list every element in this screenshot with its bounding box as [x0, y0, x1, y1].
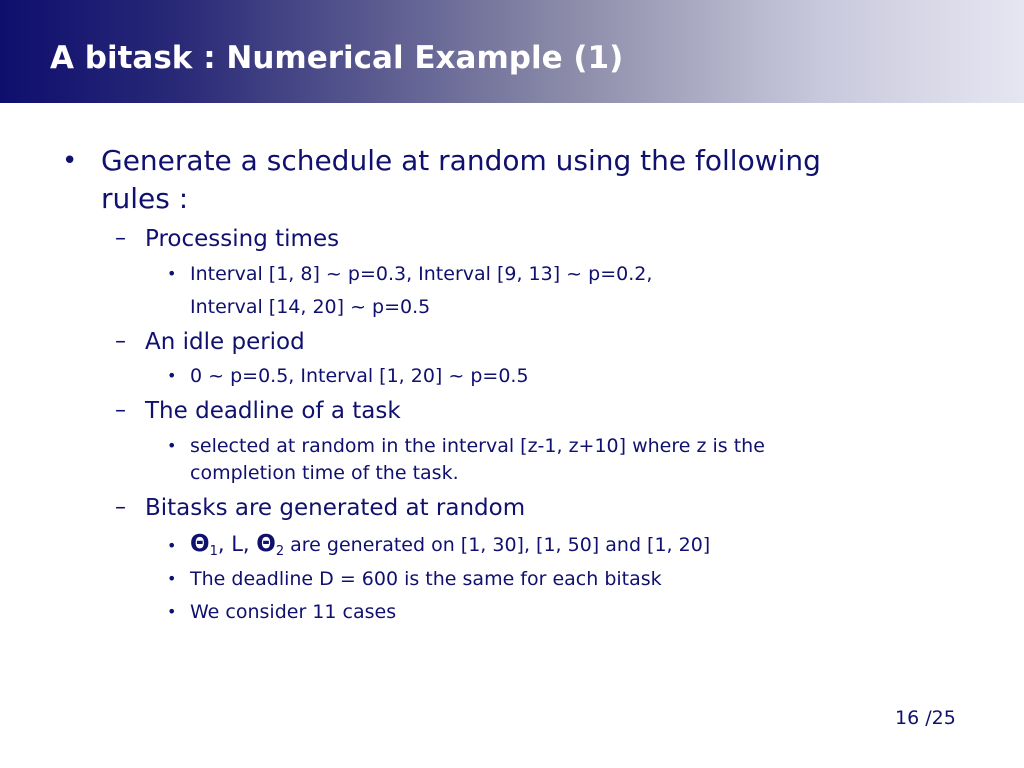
processing-heading: Processing times — [145, 226, 340, 252]
dash-icon: – — [115, 495, 126, 520]
bullet-icon: • — [167, 264, 177, 283]
processing-item-line-2: Interval [14, 20] ~ p=0.5 — [190, 296, 431, 318]
dash-icon: – — [115, 398, 126, 423]
bitask-deadline-item: The deadline D = 600 is the same for each bitask — [190, 568, 662, 590]
theta-symbol: Θ — [190, 531, 210, 557]
bitask-params-item — [190, 531, 710, 565]
dash-icon: – — [115, 329, 126, 354]
dash-icon: – — [115, 226, 126, 251]
bitasks-heading: Bitasks are generated at random — [145, 495, 526, 521]
subscript-2: 2 — [275, 544, 285, 559]
bullet-icon: • — [62, 146, 78, 176]
bitask-params-text: are generated on [1, 30], [1, 50] and [1, 20] — [284, 534, 711, 556]
title-bar — [0, 0, 1024, 103]
bullet-icon: • — [167, 436, 177, 455]
bullet-icon: • — [167, 569, 177, 588]
idle-item: 0 ~ p=0.5, Interval [1, 20] ~ p=0.5 — [190, 365, 529, 387]
slide-title: A bitask : Numerical Example (1) — [50, 40, 624, 76]
bitask-cases-item: We consider 11 cases — [190, 601, 397, 623]
deadline-item-line-1: selected at random in the interval [z-1, z+10] where z is the — [190, 435, 765, 457]
separator: , — [217, 532, 232, 556]
bullet-icon: • — [167, 536, 177, 555]
main-bullet-line-2: rules : — [101, 182, 189, 215]
separator: , — [242, 532, 257, 556]
bullet-icon: • — [167, 366, 177, 385]
main-bullet-line-1: Generate a schedule at random using the following — [101, 144, 821, 177]
processing-item-line-1: Interval [1, 8] ~ p=0.3, Interval [9, 13] ~ p=0.2, — [190, 263, 653, 285]
L-symbol: L — [231, 532, 243, 556]
deadline-heading: The deadline of a task — [145, 398, 401, 424]
page-number: 16 /25 — [895, 707, 956, 729]
deadline-item-line-2: completion time of the task. — [190, 462, 459, 484]
idle-heading: An idle period — [145, 329, 305, 355]
subscript-1: 1 — [209, 544, 218, 559]
bullet-icon: • — [167, 602, 177, 621]
theta-symbol: Θ — [256, 531, 276, 557]
